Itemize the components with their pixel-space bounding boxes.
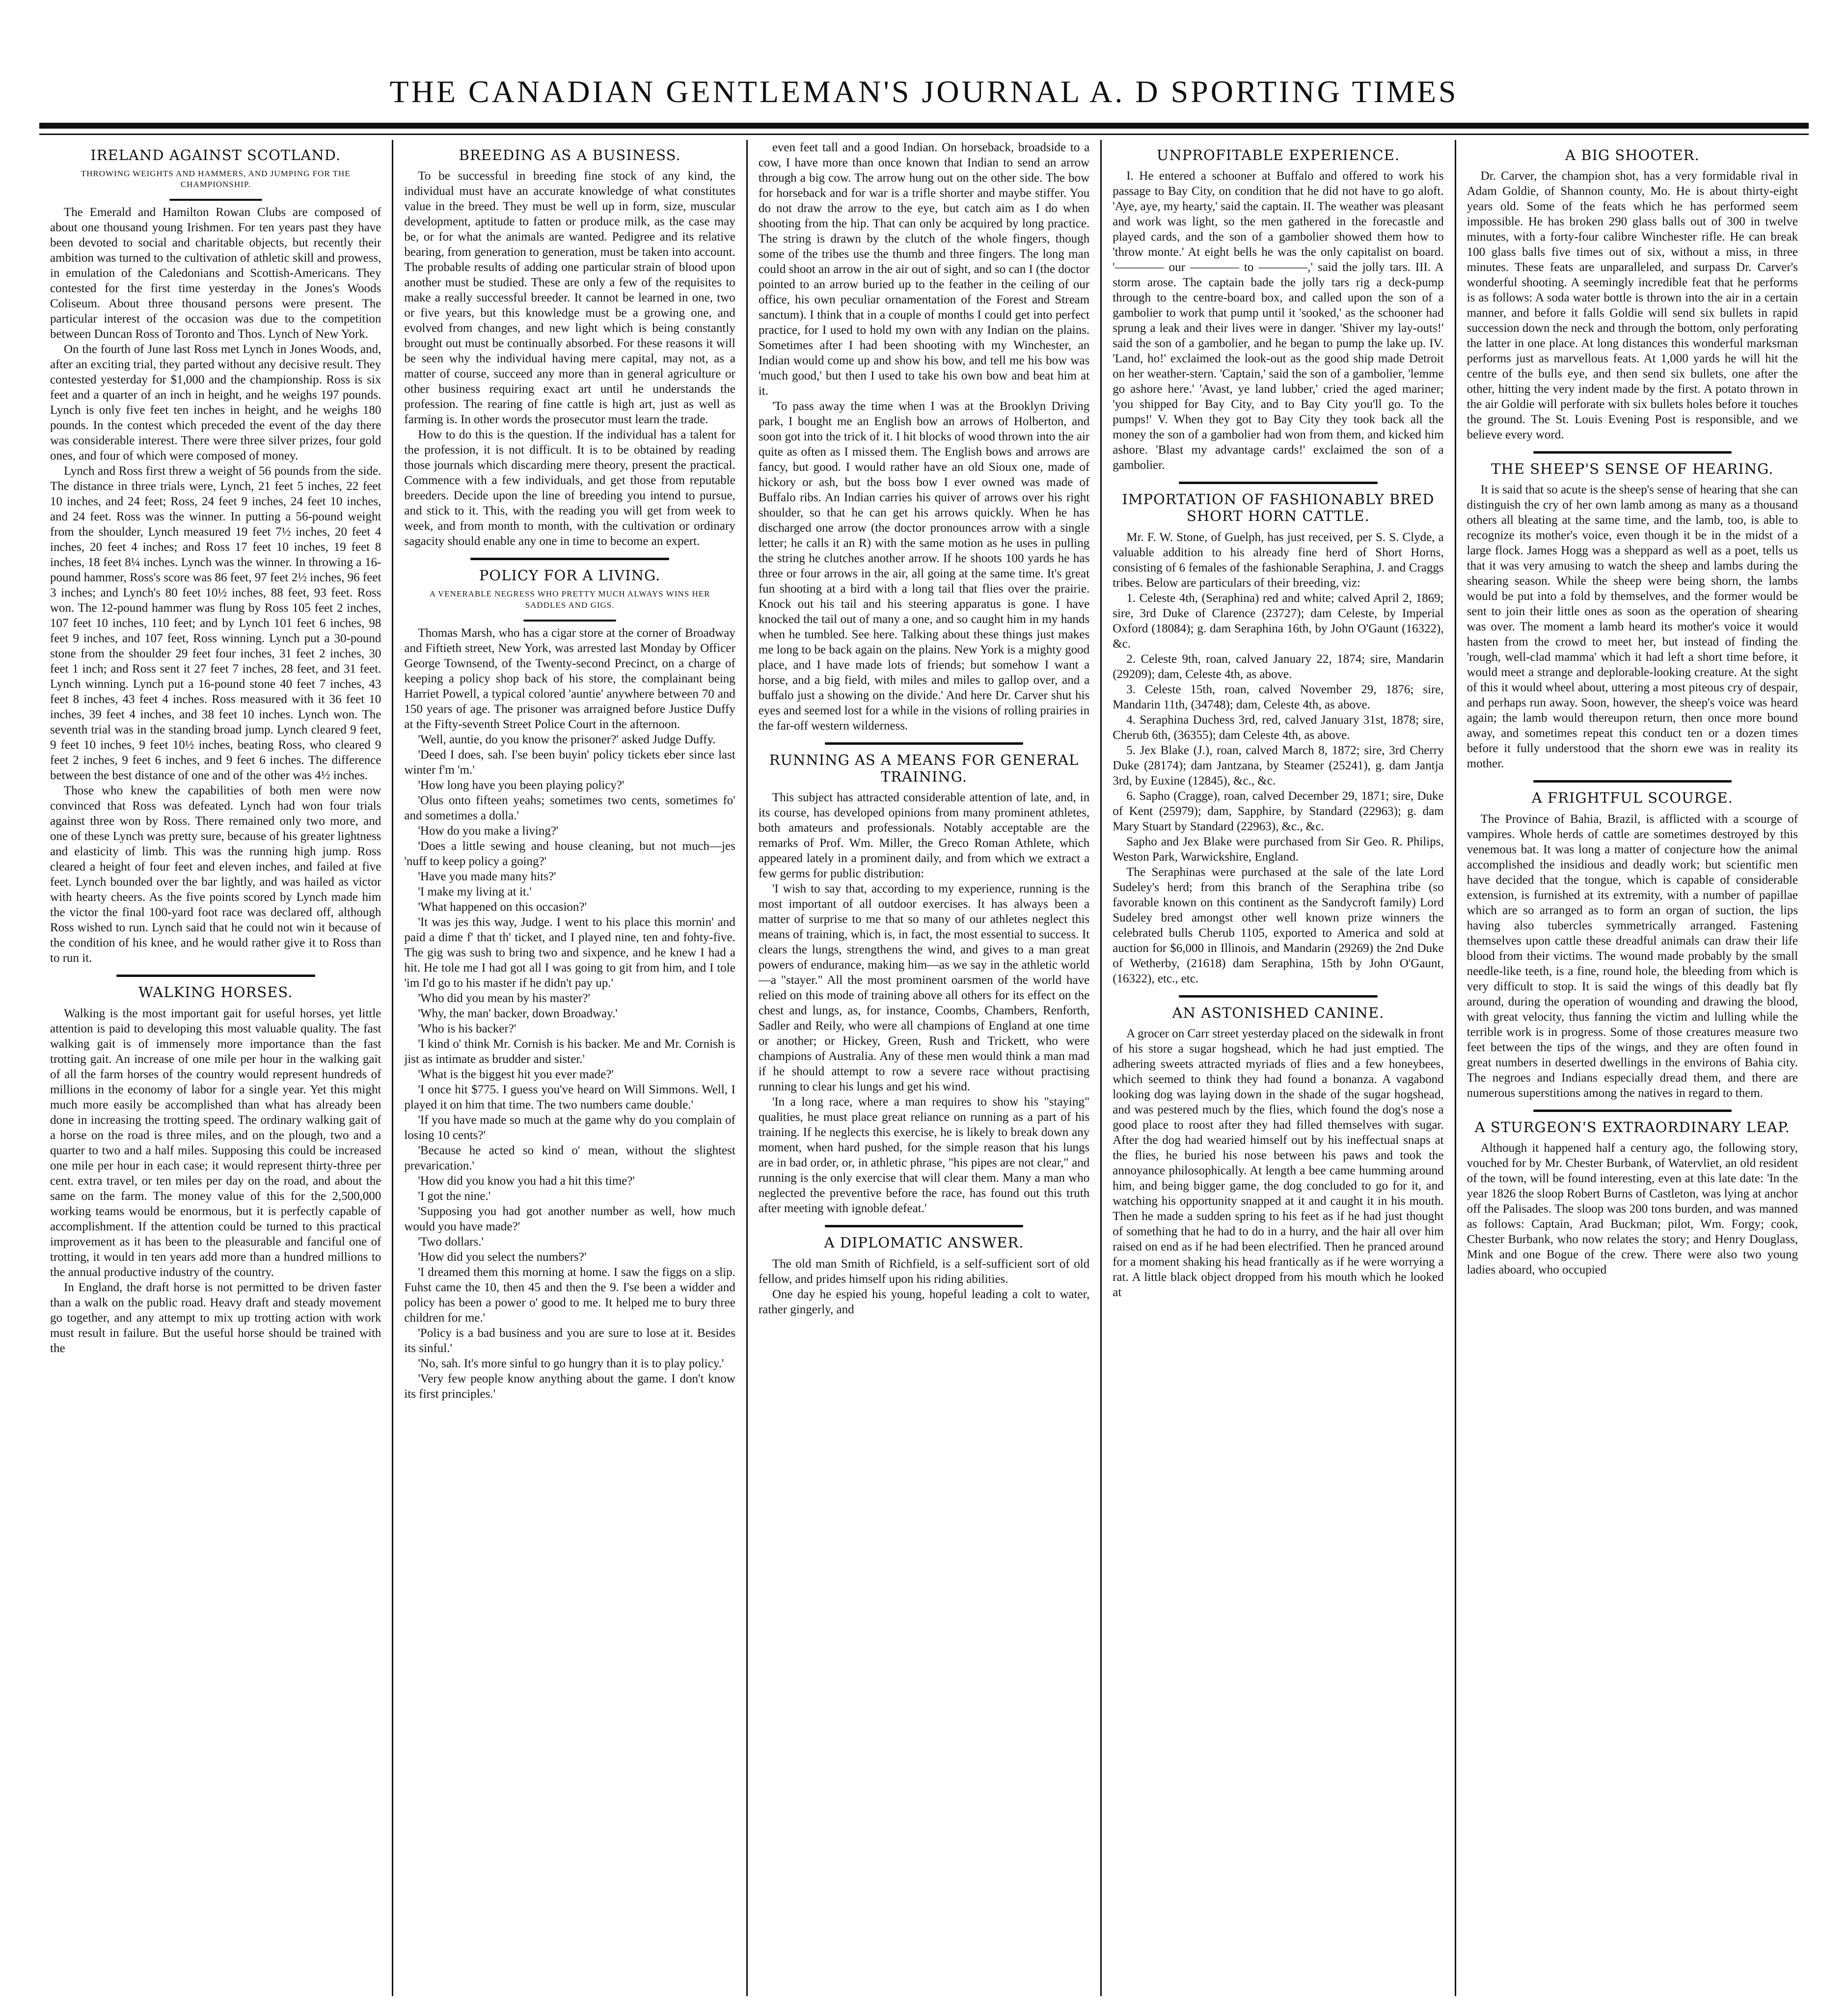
article-paragraph: 'How long have you been playing policy?' <box>418 778 625 792</box>
article <box>50 147 381 966</box>
article-paragraph: To be successful in breeding fine stock of any kind, the individual must have an accurate knowledge of what constitutes value in the breed. They must be well up in form, size, muscular development, aptitude to fatten or produce milk, as the case may be, or for what the animals are wanted. Pedigree and its relative bearing, from generation to generation, must be taken into account. The probable results of adding one particular strain of blood upon another must be studied. These are only a few of the requisites to make a really successful breeder. It cannot be learned in one, two or five years, but this knowledge must be a growing one, and evolved from changes, and new light which is being constantly brought out must be continually absorbed. For these reasons it will be seen why the individual having mere capital, may not, as a matter of course, succeed any more than in general agriculture or other business requiring exact art until he understands the profession. The rearing of fine cattle is high art, just as well as farming is. In other words the prosecutor must learn the trade. <box>404 169 735 427</box>
article-paragraph: In England, the draft horse is not permitted to be driven faster than a walk on the public road. Heavy draft and steady movement go together, and any attempt to mix up trotting action with work must result in failure. But the useful horse should be trained with the <box>50 1280 381 1355</box>
article-paragraph: Although it happened half a century ago, the following story, vouched for by Mr. Chester Burbank, of Watervliet, an old resident of the town, will be found interesting, even at this late date: 'In the year 1826 the sloop Robert Burns of Castleton, was lying at anchor off the Palisades. The sloop was 200 tons burden, and was manned as follows: Captain, Arad Buckman; pilot, Wm. Forgy; cook, Chester Burbank, who now relates the story; and Henry Douglass, Mink and one Bogue of the crew. There were also two young ladies aboard, who occupied <box>1467 1141 1798 1276</box>
article-paragraph: 'What is the biggest hit you ever made?' <box>418 1067 614 1081</box>
article-paragraph: One day he espied his young, hopeful leading a colt to water, rather gingerly, and <box>758 1287 1090 1316</box>
article <box>50 975 381 1355</box>
column-3 <box>746 140 1100 1996</box>
article <box>1113 147 1443 473</box>
article-paragraph: A grocer on Carr street yesterday placed on the sidewalk in front of his store a sugar hogshead, which he had just emptied. The adhering sweets attracted myriads of flies and a few honeybees, which seemed to think they had found a bonanza. A vagabond looking dog was laying down in the shade of the sugar hogshead, and was pestered much by the flies, which found the dog's nose a good place to roost after they had filled themselves with sugar. After the dog had wearied himself out by his ineffectual snaps at the flies, he buried his nose between his paws and took the annoyance philosophically. At length a bee came humming around him, and being bigger game, the dog concluded to go for it, and watching his opportunity snapped at it and caught it in his mouth. Then he made a sudden spring to his feet as if he had just thought of something that he had to do in a hurry, and the hair all over him raised on end as if he had been electrified. Then he pranced around for a moment shaking his head frantically as if he were worrying a rat. A little black object dropped from his mouth which he looked at <box>1113 1027 1444 1299</box>
article-body <box>404 168 735 549</box>
article-paragraph: 'Policy is a bad business and you are sure to lose at it. Besides its sinful.' <box>404 1326 735 1355</box>
article-headline: THE SHEEP'S SENSE OF HEARING. <box>1491 461 1774 478</box>
article-paragraph: 3. Celeste 15th, roan, calved November 29, 1876; sire, Mandarin 11th, (34748); dam, Celeste 4th, as above. <box>1113 682 1444 711</box>
article-headline: IMPORTATION OF FASHIONABLY BRED SHORT HORN CATTLE. <box>1122 491 1435 525</box>
article-paragraph: Thomas Marsh, who has a cigar store at the corner of Broadway and Fiftieth street, New York, was arrested last Monday by Officer George Townsend, of the Twenty-second Precinct, on a charge of keeping a policy shop back of his store, the complainant being Harriet Powell, a typical colored 'auntie' anywhere between 70 and 150 years of age. The prisoner was arraigned before Justice Duffy at the Fifty-seventh Street Police Court in the afternoon. <box>404 626 735 731</box>
article-paragraph: The Seraphinas were purchased at the sale of the late Lord Sudeley's herd; from this branch of the Seraphina tribe (so favorable known on this continent as the Sandycroft family) Lord Sudeley bred amongst other well known prize winners the celebrated bulls Cherub 1105, exported to America and sold at auction for $6,000 in Illinois, and Mandarin (29269) the 2nd Duke of Wetherby, (21618) dam Seraphina, 15th by John O'Gaunt, (16322), etc., etc. <box>1113 865 1444 985</box>
article-paragraph: 'How did you know you had a hit this time?' <box>418 1174 635 1188</box>
article-paragraph: Mr. F. W. Stone, of Guelph, has just received, per S. S. Clyde, a valuable addition to his already fine herd of Short Horns, consisting of 6 females of the fashionable Seraphina, J. and Craggs tribes. Below are particulars of their breeding, viz: <box>1113 530 1444 590</box>
article-paragraph: 'To pass away the time when I was at the Brooklyn Driving park, I bought me an English bow an arrows of Holberton, and soon got into the trick of it. I hit blocks of wood thrown into the air quite as often as I missed them. The English bows and arrows are fancy, but good. I would rather have an old Sioux one, made of hickory or ash, but the boss bow I ever owned was made of Buffalo ribs. An Indian carries his quiver of arrows over his right shoulder, so that he can get his arrows quickly. When he has discharged one arrow (the doctor pronounces arrow with a single letter; he calls it an R) with the same motion as he uses in pulling the string he clutches another arrow. If he shoots 100 yards he has three or four arrows in the air, all going at the same time. It's great fun shooting at a bird with a long tail that flies over the prairie. Knock out his tail and his steering apparatus is gone. I have knocked the tail out of many a one, and so caught him in my hands when he tumbled. See here. Talking about these things just makes me long to be back again on the plains. New York is a mighty good place, and I have made lots of friends; but somehow I want a horse, and a big field, with miles and miles to gallop over, and a buffalo just a showing on the divide.' And here Dr. Carver shut his eyes and seemed lost for a while in the visions of rolling prairies in the far-off western wilderness. <box>758 400 1090 732</box>
article-headline: WALKING HORSES. <box>138 984 293 1001</box>
column-4 <box>1100 140 1454 1996</box>
article-paragraph: 'Well, auntie, do you know the prisoner?' asked Judge Duffy. <box>418 732 716 746</box>
article-separator-rule <box>470 558 669 560</box>
article-paragraph: 1. Celeste 4th, (Seraphina) red and white; calved April 2, 1869; sire, 3rd Duke of Clarence (23727); dam Celeste, by Imperial Oxford (18084); g. dam Seraphina 16th, by John O'Gaunt (16322), &c. <box>1113 591 1444 651</box>
article-headline: A FRIGHTFUL SCOURGE. <box>1531 789 1733 807</box>
article-paragraph: Dr. Carver, the champion shot, has a very formidable rival in Adam Goldie, of Shannon county, Mo. He is about thirty-eight years old. Some of the feats which he has performed seem impossible. He has broken 290 glass balls out of 300 in twelve minutes, with a forty-four calibre Winchester rifle. He can break 100 glass balls five times out of six, without a miss, in three minutes. These feats are unparalleled, and surpass Dr. Carver's wonderful shooting. A seemingly incredible feat that he performs is as follows: A soda water bottle is thrown into the air in a certain manner, and before it falls Goldie will send six bullets in rapid succession down the neck and through the bottom, only perforating the latter in one place. At long distances this wonderful marksman performs just as marvellous feats. At 1,000 yards he will hit the centre of the bulls eye, and then send six bullets, one after the other, hitting the very indent made by the first. A potato thrown in the air Goldie will perforate with six bullets holes before it touches the ground. The St. Louis Evening Post is responsible, and we believe every word. <box>1467 169 1798 442</box>
article-paragraph: 'Two dollars.' <box>418 1235 484 1248</box>
article-paragraph: It is said that so acute is the sheep's sense of hearing that she can distinguish the cry of her own lamb among as many as a thousand others all bleating at the same time, and the lamb, too, is able to recognize its mother's voice, even though it be in the midst of a large flock. James Hogg was a sheppard as well as a poet, tells us that it was very amusing to watch the sheep and lambs during the shearing season. While the sheep were being shorn, the lambs would be put into a fold by themselves, and the former would be sent to join their little ones as soon as the operation of shearing was over. The moment a lamb heard its mother's voice it would hasten from the crowd to meet her, but instead of finding the 'rough, well-clad mamma' which it had left a short time before, it would meet a strange and deplorable-looking creature. At the sight of this it would wheel about, uttering a most piteous cry of despair, and perhaps run away. Soon, however, the sheep's voice was heard again; the lamb would thereupon return, then once more bound away, and sometimes repeat this conduct ten or a dozen times before it fully understood that the shorn ewe was in reality its mother. <box>1467 483 1798 771</box>
article-separator-rule <box>1533 451 1732 454</box>
article-paragraph: 'Olus onto fifteen yeahs; sometimes two cents, sometimes fo' and sometimes a dolla.' <box>404 793 735 822</box>
article-body <box>50 205 381 966</box>
article-paragraph: How to do this is the question. If the individual has a talent for the profession, it is not difficult. It is to be obtained by reading those journals which discarding mere theory, present the practical. Commence with a few individuals, and get those from reputable breeders. Decide upon the line of breeding you intend to pursue, and stick to it. This, with the reading you will get from week to week, and from month to month, with the cultivation or ordinary sagacity should enable any one in time to become an expert. <box>404 428 735 548</box>
article-paragraph: 'I once hit $775. I guess you've heard on Will Simmons. Well, I played it on him that time. The two numbers came double.' <box>404 1083 735 1111</box>
article-separator-rule <box>116 975 315 977</box>
article-paragraph: 4. Seraphina Duchess 3rd, red, calved January 31st, 1878; sire, Cherub 6th, (36355); dam Celeste 4th, as above. <box>1113 713 1444 742</box>
article-body <box>1467 482 1798 771</box>
article-paragraph: 'I kind o' think Mr. Cornish is his backer. Me and Mr. Cornish is jist as intimate as brudder and sister.' <box>404 1037 735 1066</box>
article-paragraph: 'How did you select the numbers?' <box>418 1250 587 1264</box>
article-body <box>1467 1140 1798 1277</box>
article-paragraph: 'In a long race, where a man requires to show his "staying" qualities, he must place great reliance on running as a part of his training. If he neglects this exercise, he is likely to break down any moment, when hard pushed, for the simple reason that his lungs are in bad order, or, in athletic phrase, "his pipes are not clear," and running is the only exercise that will clear them. Many a man who neglected the preventive before the race, has found out this truth after meeting with ignoble defeat.' <box>758 1095 1090 1216</box>
article-body <box>759 140 1089 733</box>
article-paragraph: 'Deed I does, sah. I'se been buyin' policy tickets eber since last winter f'm 'm.' <box>404 748 735 777</box>
article-paragraph: 'I wish to say that, according to my experience, running is the most important of all outdoor exercises. It has always been a matter of surprise to me that so many of our athletes neglect this means of training, which is, in fact, the most essential to success. It clears the lungs, strengthens the wind, and gives to a man great powers of endurance, making him—as we say in the athletic world—a "stayer." All the most prominent oarsmen of the world have relied on this mode of training above all others for its effect on the chest and lungs, as, for instance, Coombs, Chambers, Renforth, Sadler and Reily, who were all champions of England at one time or another; or Hickey, Green, Rush and Trickett, who were champions of Australia. Any of these men would think a man mad if he should attempt to row a severe race without practising running to clear his lungs and get his wind. <box>758 882 1090 1094</box>
article-paragraph: 'How do you make a living?' <box>418 824 559 838</box>
article-headline: UNPROFITABLE EXPERIENCE. <box>1156 147 1400 163</box>
article-paragraph: even feet tall and a good Indian. On horseback, broadside to a cow, I have more than once known that Indian to send an arrow through a big cow. The arrow hung out on the other side. The bow for horseback and for war is a trifle shorter and maybe stiffer. You do not draw the arrow to the eye, but catch aim as I do when shooting from the hip. That can only be acquired by long practice. The string is drawn by the clutch of the whole fingers, though some of the tribes use the thumb and three fingers. The long man could shoot an arrow in the air out of sight, and so can I (the doctor pointed to an arrow buried up to the feather in the ceiling of our office, his own peculiar ornamentation of the Forest and Stream sanctum). I think that in a couple of months I could get into perfect practice, for I used to hold my own with any Indian on the plains. Sometimes after I had been shooting with my Winchester, an Indian would come up and show his bow, and tell me his bow was 'much good,' but then I used to take his own bow and beat him at it. <box>758 141 1090 398</box>
article-subheadline: THROWING WEIGHTS AND HAMMERS, AND JUMPING FOR THE CHAMPIONSHIP. <box>81 169 351 190</box>
article <box>404 147 735 549</box>
article-paragraph: Sapho and Jex Blake were purchased from Sir Geo. R. Philips, Weston Park, Warwickshire, England. <box>1113 835 1444 864</box>
article-paragraph: 'Does a little sewing and house cleaning, but not much—jes 'nuff to keep policy a going?' <box>404 839 735 868</box>
article-headline: RUNNING AS A MEANS FOR GENERAL TRAINING. <box>769 752 1079 786</box>
article-paragraph: 'Who is his backer?' <box>418 1022 516 1035</box>
article-body <box>1113 168 1443 473</box>
columns-container <box>39 140 1809 1996</box>
article <box>759 1225 1089 1317</box>
article-separator-rule <box>1179 995 1378 998</box>
article <box>1467 451 1798 771</box>
article-headline: POLICY FOR A LIVING. <box>479 567 661 584</box>
article-paragraph: Walking is the most important gait for useful horses, yet little attention is paid to developing this most valuable quality. The fast walking gait is of immensely more importance than the fast trotting gait. An increase of one mile per hour in the walking gait of all the farm horses of the country would represent hundreds of millions in the economy of labor for a single year. Yet this might much more easily be accomplished than what has already been done in increasing the trotting speed. The ordinary walking gait of a horse on the road is three miles, and on the plough, two and a quarter to two and a half miles. Supposing this could be increased one mile per hour in each case; it would represent thirty-three per cent. extra travel, or ten miles per day on the road, and about the same on the farm. The money value of this for the 2,500,000 working teams would be enormous, but it is perfectly capable of accomplishment. If the attention could be turned to this practical improvement as it has been to the pleasurable and fanciful one of trotting, it would in ten years add more than a hundred millions to the annual productive industry of the country. <box>50 1006 381 1279</box>
article <box>1467 147 1798 442</box>
article-paragraph: 'I got the nine.' <box>418 1189 491 1203</box>
article-paragraph: This subject has attracted considerable attention of late, and, in its course, has developed opinions from many prominent athletes, both amateurs and professionals. Notably acceptable are the remarks of Prof. Wm. Miller, the Greco Roman Athlete, which appeared lately in a prominent daily, and from which we extract a few germs for public distribution: <box>758 791 1090 881</box>
masthead-rule-thin <box>39 134 1809 135</box>
article-paragraph: On the fourth of June last Ross met Lynch in Jones Woods, and, after an exciting trial, they parted without any decisive result. They contested yesterday for $1,000 and the championship. Ross is six feet and a quarter of an inch in height, and he weighs 197 pounds. Lynch is only five feet ten inches in height, and he weighs 180 pounds. In the contest which preceded the event of the day there was considerable interest. There were three silver prizes, four gold ones, and four of which were composed of money. <box>50 343 381 463</box>
article-subheadline: A VENERABLE NEGRESS WHO PRETTY MUCH ALWAYS WINS HER SADDLES AND GIGS. <box>429 589 710 610</box>
article-headline: IRELAND AGAINST SCOTLAND. <box>90 147 341 163</box>
article-paragraph: Lynch and Ross first threw a weight of 56 pounds from the side. The distance in three trials were, Lynch, 21 feet 5 inches, 22 feet 10 inches, and 24 feet; Ross, 24 feet 9 inches, 24 feet 10 inches, and 24 feet. Ross was the winner. In putting a 56-pound weight from the shoulder, Lynch measured 19 feet 7½ inches, 20 feet 4 inches, 20 feet 4 inches; and Ross 17 feet 10 inches, 19 feet 8 inches, 18 feet 8¼ inches. Lynch was the winner. In throwing a 16-pound hammer, Ross's score was 86 feet, 97 feet 2½ inches, 96 feet 3 inches; and Lynch's 80 feet 10½ inches, 88 feet, 93 feet. Ross won. The 12-pound hammer was flung by Ross 105 feet 2 inches, 107 feet 10 inches, 110 feet; and by Lynch 101 feet 6 inches, 98 feet 9 inches, and 107 feet, Ross winning. Lynch put a 30-pound stone from the shoulder 29 feet four inches, 31 feet 2 inches, 30 feet 1 inch; and Ross sent it 27 feet 7 inches, 28 feet, and 31 feet. Lynch winning. Lynch put a 16-pound stone 40 feet 7 inches, 43 feet 8 inches, 43 feet 4 inches. Ross measured with it 36 feet 10 inches, 39 feet 4 inches, and 38 feet 10 inches. Lynch won. The seventh trial was in the standing broad jump. Lynch cleared 9 feet, 9 feet 10 inches, 9 feet 10½ inches, beating Ross, who cleared 9 feet 2 inches, 9 feet 6 inches, and 9 feet 6 inches. The difference between the best distance of one and of the other was 4½ inches. <box>50 464 381 783</box>
article <box>1113 995 1443 1300</box>
article-paragraph: The old man Smith of Richfield, is a self-sufficient sort of old fellow, and prides himself upon his riding abilities. <box>758 1257 1090 1286</box>
article-paragraph: 'No, sah. It's more sinful to go hungry than it is to play policy.' <box>418 1356 724 1370</box>
column-1 <box>39 140 392 1996</box>
article-separator-rule <box>1533 780 1732 783</box>
subhead-rule <box>523 620 616 622</box>
article-headline: A DIPLOMATIC ANSWER. <box>824 1234 1024 1251</box>
article-headline: A BIG SHOOTER. <box>1565 147 1700 163</box>
column-2 <box>392 140 746 1996</box>
article-paragraph: Those who knew the capabilities of both men were now convinced that Ross was defeated. Lynch had won four trials against three won by Ross. There remained only two more, and one of these Lynch was pretty sure, because of his greater lightness and elasticity of limb. This was the running high jump. Ross cleared a height of four feet and eleven inches, and failed at five feet. Lynch bounded over the bar lightly, and was hailed as victor with hearty cheers. As the five points scored by Lynch made him the victor the final 100-yard foot race was declared off, although Ross wished to run. Lynch said that he could not win it because of the condition of his knee, and he would rather give it to Ross than to run it. <box>50 784 381 965</box>
article-body <box>404 625 735 1402</box>
article <box>759 742 1089 1216</box>
article-body <box>1467 168 1798 442</box>
article-headline: A STURGEON'S EXTRAORDINARY LEAP. <box>1474 1118 1790 1136</box>
article-paragraph: 'Why, the man' backer, down Broadway.' <box>418 1006 618 1020</box>
article-body <box>50 1006 381 1356</box>
article-body <box>759 790 1089 1216</box>
article-body <box>1113 1026 1443 1300</box>
article-separator-rule <box>1533 1110 1732 1112</box>
article-paragraph: 'I dreamed them this morning at home. I saw the figgs on a slip. Fuhst came the 10, then 45 and then the 9. I'se been a widder and policy has been a power o' good to me. It helped me to bury three children for me.' <box>404 1265 735 1325</box>
article-paragraph: 5. Jex Blake (J.), roan, calved March 8, 1872; sire, 3rd Cherry Duke (28174); dam Jantzana, by Steamer (25241), g. dam Jantja 3rd, by Euxine (12845), &c., &c. <box>1113 743 1444 787</box>
article-paragraph: 'Because he acted so kind o' mean, without the slightest prevarication.' <box>404 1143 735 1172</box>
article-headline: BREEDING AS A BUSINESS. <box>459 147 681 163</box>
article-paragraph: 6. Sapho (Cragge), roan, calved December 29, 1871; sire, Duke of Kent (25979); dam, Sapphire, by Standard (22963); g. dam Mary Stuart by Standard (22963), &c., &c. <box>1113 789 1444 833</box>
article-paragraph: 2. Celeste 9th, roan, calved January 22, 1874; sire, Mandarin (29209); dam, Celeste 4th, as above. <box>1113 652 1444 681</box>
article-paragraph: 'Who did you mean by his master?' <box>418 991 591 1005</box>
article-separator-rule <box>825 1225 1024 1227</box>
article-paragraph: 'Supposing you had got another number as well, how much would you have made?' <box>404 1204 735 1233</box>
article <box>1113 482 1443 986</box>
masthead-rule-thick <box>39 123 1809 129</box>
article-paragraph: I. He entered a schooner at Buffalo and offered to work his passage to Bay City, on condition that he did not have to go aloft. 'Aye, aye, my hearty,' said the captain. II. The weather was pleasant and work was light, so the men gathered in the forecastle and played cards, and the son of a gambolier showed them how to 'throw monte.' At eight bells he was the only capitalist on board. '———— our ———— to ————,' said the jolly tars. III. A storm arose. The captain bade the jolly tars rig a deck-pump through to the centre-board box, and called upon the son of a gambolier to work that pump until it 'sooked,' as the schooner had sprung a leak and their lives were in danger. 'Shiver my lay-outs!' said the son of a gambolier, and he began to pump the lake up. IV. 'Land, ho!' exclaimed the look-out as the good ship made Detroit on her weather-stern. 'Captain,' said the son of a gambolier, 'lemme go ashore here.' 'Avast, ye land lubber,' cried the aged mariner; 'you shipped for Bay City, and to Bay City you'll go. To the pumps!' V. When they got to Bay City they took back all the money the son of a gambolier had won from them, and kicked him ashore. 'Blast my advantage cards!' exclaimed the son of a gambolier. <box>1113 169 1444 472</box>
article-separator-rule <box>825 742 1024 745</box>
article-paragraph: The Emerald and Hamilton Rowan Clubs are composed of about one thousand young Irishmen. For ten years past they have been devoted to social and charitable objects, but recently their ambition was turned to the cultivation of athletic skill and prowess, in emulation of the Caledonians and Scottish-Americans. They contested for the first time yesterday in the Jones's Woods Coliseum. About three thousand persons were present. The particular interest of the occasion was due to the competition between Duncan Ross of Toronto and Thos. Lynch of New York. <box>50 206 381 341</box>
article-body <box>1467 812 1798 1101</box>
masthead-title: THE CANADIAN GENTLEMAN'S JOURNAL A. D SPORTING TIMES <box>389 74 1459 109</box>
article-body <box>759 1256 1089 1317</box>
article <box>1467 780 1798 1100</box>
article-paragraph: 'It was jes this way, Judge. I went to his place this mornin' and paid a dime f' that th' ticket, and I played nine, ten and fohty-five. The gig was sush to bring two and sixpence, and he knew I had a hit. He tole me I had got all I was going to git from him, and I tole 'im I'd go to his master if he didn't pay up.' <box>404 915 735 990</box>
article-separator-rule <box>1179 482 1378 484</box>
article-paragraph: 'I make my living at it.' <box>418 885 532 898</box>
article <box>1467 1110 1798 1277</box>
article <box>404 558 735 1401</box>
subhead-rule <box>169 199 262 201</box>
article-body <box>1113 530 1443 986</box>
article-paragraph: 'If you have made so much at the game why do you complain of losing 10 cents?' <box>404 1113 735 1142</box>
article-paragraph: The Province of Bahia, Brazil, is afflicted with a scourge of vampires. Whole herds of cattle are sometimes destroyed by this venemous bat. It was long a matter of conjecture how the animal accomplished the insidious and deadly work; but scientific men have decided that the tongue, which is capable of considerable extension, is furnished at its extremity, with a number of papillae which are so arranged as to form an organ of suction, the lips having also tubercles symmetrically arranged. Fastening themselves upon cattle these dreadful animals can draw their life blood from their victims. The wound made probably by the small needle-like teeth, is a fine, round hole, the bleeding from which is very difficult to stop. It is said the wings of this deadly bat fly around, during the operation of wounding and drawing the blood, with great velocity, thus fanning the victim and lulling while the terrible work is in progress. Some of those creatures measure two feet between the tips of the wings, and they are often found in great numbers in deserted dwellings in the environs of Bahia city. The negroes and Indians especially dread them, and there are numerous superstitions among the natives in regard to them. <box>1467 812 1798 1100</box>
article-paragraph: 'Have you made many hits?' <box>418 869 556 883</box>
column-5 <box>1455 140 1809 1996</box>
article <box>759 140 1089 733</box>
article-headline: AN ASTONISHED CANINE. <box>1172 1004 1385 1021</box>
article-paragraph: 'What happened on this occasion?' <box>418 900 587 914</box>
article-paragraph: 'Very few people know anything about the game. I don't know its first principles.' <box>404 1372 735 1401</box>
